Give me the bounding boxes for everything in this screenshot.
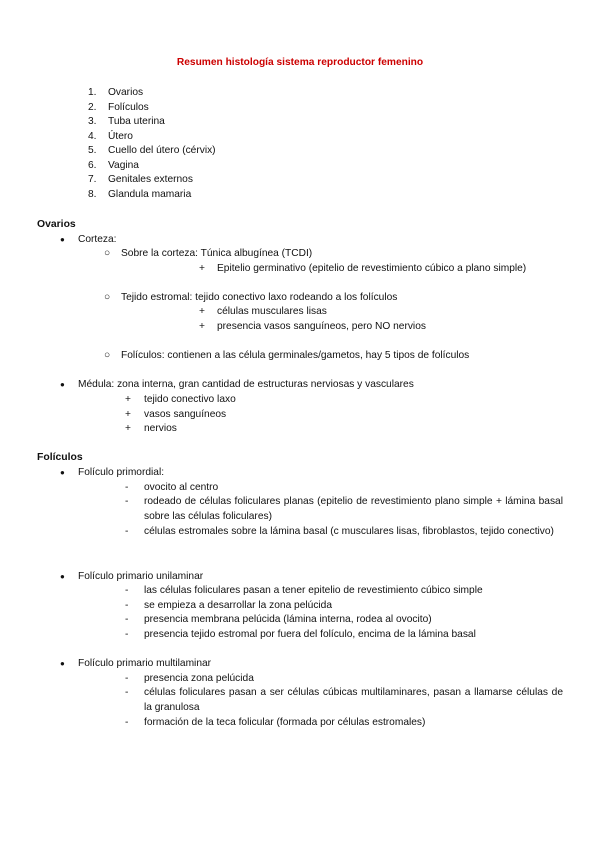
dash-marker: - bbox=[125, 614, 129, 625]
corteza-superficie: Sobre la corteza: Túnica albugínea (TCDI) bbox=[121, 248, 313, 259]
dash-marker: - bbox=[125, 585, 129, 596]
bullet-marker: ● bbox=[60, 659, 65, 668]
medula-sub: vasos sanguíneos bbox=[144, 409, 227, 420]
unilaminar-item: presencia membrana pelúcida (lámina interna, rodea al ovocito) bbox=[144, 614, 432, 625]
corteza-estroma: Tejido estromal: tejido conectivo laxo rodeando a los folículos bbox=[121, 292, 398, 303]
bullet-marker: ● bbox=[60, 380, 65, 389]
bullet-marker: ● bbox=[60, 572, 65, 581]
dash-marker: - bbox=[125, 600, 129, 611]
bullet-marker: ● bbox=[60, 235, 65, 244]
section-heading-foliculos: Folículos bbox=[37, 452, 83, 463]
unilaminar-label: Folículo primario unilaminar bbox=[78, 571, 204, 582]
primordial-label: Folículo primordial: bbox=[78, 467, 165, 478]
dash-marker: - bbox=[125, 673, 129, 684]
multilaminar-item: formación de la teca folicular (formada por células estromales) bbox=[144, 717, 426, 728]
corteza-estroma-sub: células musculares lisas bbox=[217, 306, 327, 317]
dash-marker: - bbox=[125, 496, 129, 507]
unilaminar-item: se empieza a desarrollar la zona pelúcida bbox=[144, 600, 333, 611]
primordial-item: células estromales sobre la lámina basal (c musculares lisas, fibroblastos, tejido conectivo) bbox=[144, 526, 554, 537]
section-heading-ovarios: Ovarios bbox=[37, 219, 76, 230]
plus-marker: + bbox=[125, 409, 131, 420]
multilaminar-label: Folículo primario multilaminar bbox=[78, 658, 212, 669]
dash-marker: - bbox=[125, 526, 129, 537]
multilaminar-item: células foliculares pasan a ser células cúbicas multilaminares, pasan a llamarse células de la granulosa bbox=[144, 687, 563, 713]
plus-marker: + bbox=[199, 321, 205, 332]
primordial-item: ovocito al centro bbox=[144, 482, 219, 493]
primordial-item: rodeado de células foliculares planas (epitelio de revestimiento plano simple + lámina basal sobre las células foliculares) bbox=[144, 496, 563, 522]
circle-marker: ○ bbox=[104, 248, 111, 259]
unilaminar-item: las células foliculares pasan a tener epitelio de revestimiento cúbico simple bbox=[144, 585, 483, 596]
medula-label: Médula: zona interna, gran cantidad de estructuras nerviosas y vasculares bbox=[78, 379, 414, 390]
plus-marker: + bbox=[199, 306, 205, 317]
circle-marker: ○ bbox=[104, 292, 111, 303]
plus-marker: + bbox=[125, 423, 131, 434]
corteza-superficie-sub: Epitelio germinativo (epitelio de revestimiento cúbico a plano simple) bbox=[217, 263, 527, 274]
bullet-marker: ● bbox=[60, 468, 65, 477]
unilaminar-item: presencia tejido estromal por fuera del folículo, encima de la lámina basal bbox=[144, 629, 476, 640]
medula-sub: tejido conectivo laxo bbox=[144, 394, 236, 405]
dash-marker: - bbox=[125, 629, 129, 640]
page-title: Resumen histología sistema reproductor femenino bbox=[176, 57, 424, 68]
dash-marker: - bbox=[125, 717, 129, 728]
corteza-estroma-sub: presencia vasos sanguíneos, pero NO nervios bbox=[217, 321, 426, 332]
dash-marker: - bbox=[125, 687, 129, 698]
dash-marker: - bbox=[125, 482, 129, 493]
plus-marker: + bbox=[199, 263, 205, 274]
corteza-label: Corteza: bbox=[78, 234, 117, 245]
corteza-foliculos: Folículos: contienen a las célula germinales/gametos, hay 5 tipos de folículos bbox=[121, 350, 470, 361]
circle-marker: ○ bbox=[104, 350, 111, 361]
medula-sub: nervios bbox=[144, 423, 177, 434]
multilaminar-item: presencia zona pelúcida bbox=[144, 673, 254, 684]
plus-marker: + bbox=[125, 394, 131, 405]
